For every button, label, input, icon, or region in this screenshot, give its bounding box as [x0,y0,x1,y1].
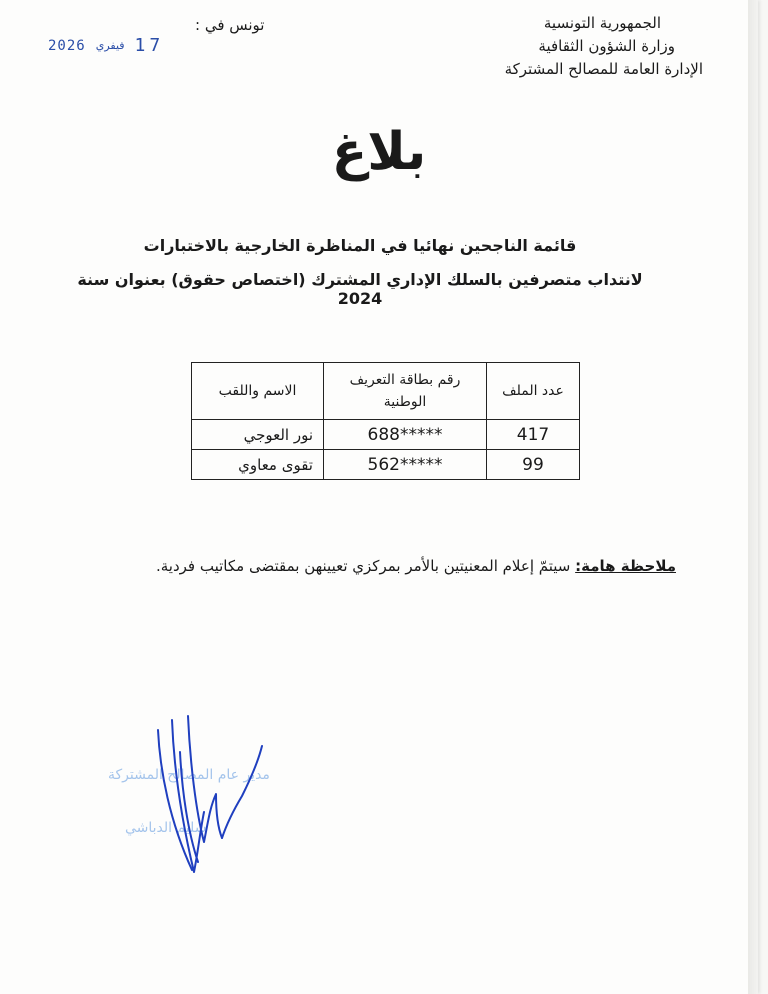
place-date-label: تونس في : [195,16,265,34]
date-month: فيفري [95,39,125,52]
date-stamp [48,35,164,56]
stamp-name: سليم الدباشي [125,820,207,836]
header-national-id-line2: الوطنية [383,394,427,410]
important-note [76,557,676,575]
header-national-id-line1: رقم بطاقة التعريف [349,372,461,388]
ministry-name: وزارة الشؤون الثقافية [538,37,675,55]
country-name: الجمهورية التونسية [543,14,661,32]
row-national-id: *****688 [324,420,487,450]
directorate-name: الإدارة العامة للمصالح المشتركة [504,60,703,78]
results-table [191,362,580,480]
document-title: بلاغ [331,122,427,182]
row-name: تقوى معاوي [192,450,324,480]
row-name: نور العوجي [192,420,324,450]
table-row [192,420,580,450]
signature-stroke [158,730,192,870]
subtitle-line-2: لانتداب متصرفين بالسلك الإداري المشترك (اختصاص حقوق) بعنوان سنة 2024 [77,270,643,308]
row-national-id: *****562 [324,450,487,480]
page-edge-shadow [748,0,758,994]
date-year: 2026 [48,37,86,54]
signature-stroke [172,720,204,872]
signature-stroke [188,716,222,842]
row-file-no: 99 [487,450,580,480]
header-name: الاسم واللقب [192,363,324,420]
row-file-no: 417 [487,420,580,450]
note-label: ملاحظة هامة: [575,557,676,575]
subtitle-line-1: قائمة الناجحين نهائيا في المناظرة الخارجية بالاختبارات [143,236,577,255]
stamp-title: مدير عام المصالح المشتركة [108,767,270,783]
table-header-row [192,363,580,420]
table-row [192,450,580,480]
issuer-block [423,12,703,81]
header-file-no: عدد الملف [487,363,580,420]
date-day: 17 [134,35,165,56]
signature-stroke [222,746,262,838]
header-national-id [324,363,487,420]
handwritten-signature [100,712,330,892]
note-text: سيتمّ إعلام المعنيتين بالأمر بمركزي تعيينهن بمقتضى مكاتيب فردية. [155,557,571,575]
